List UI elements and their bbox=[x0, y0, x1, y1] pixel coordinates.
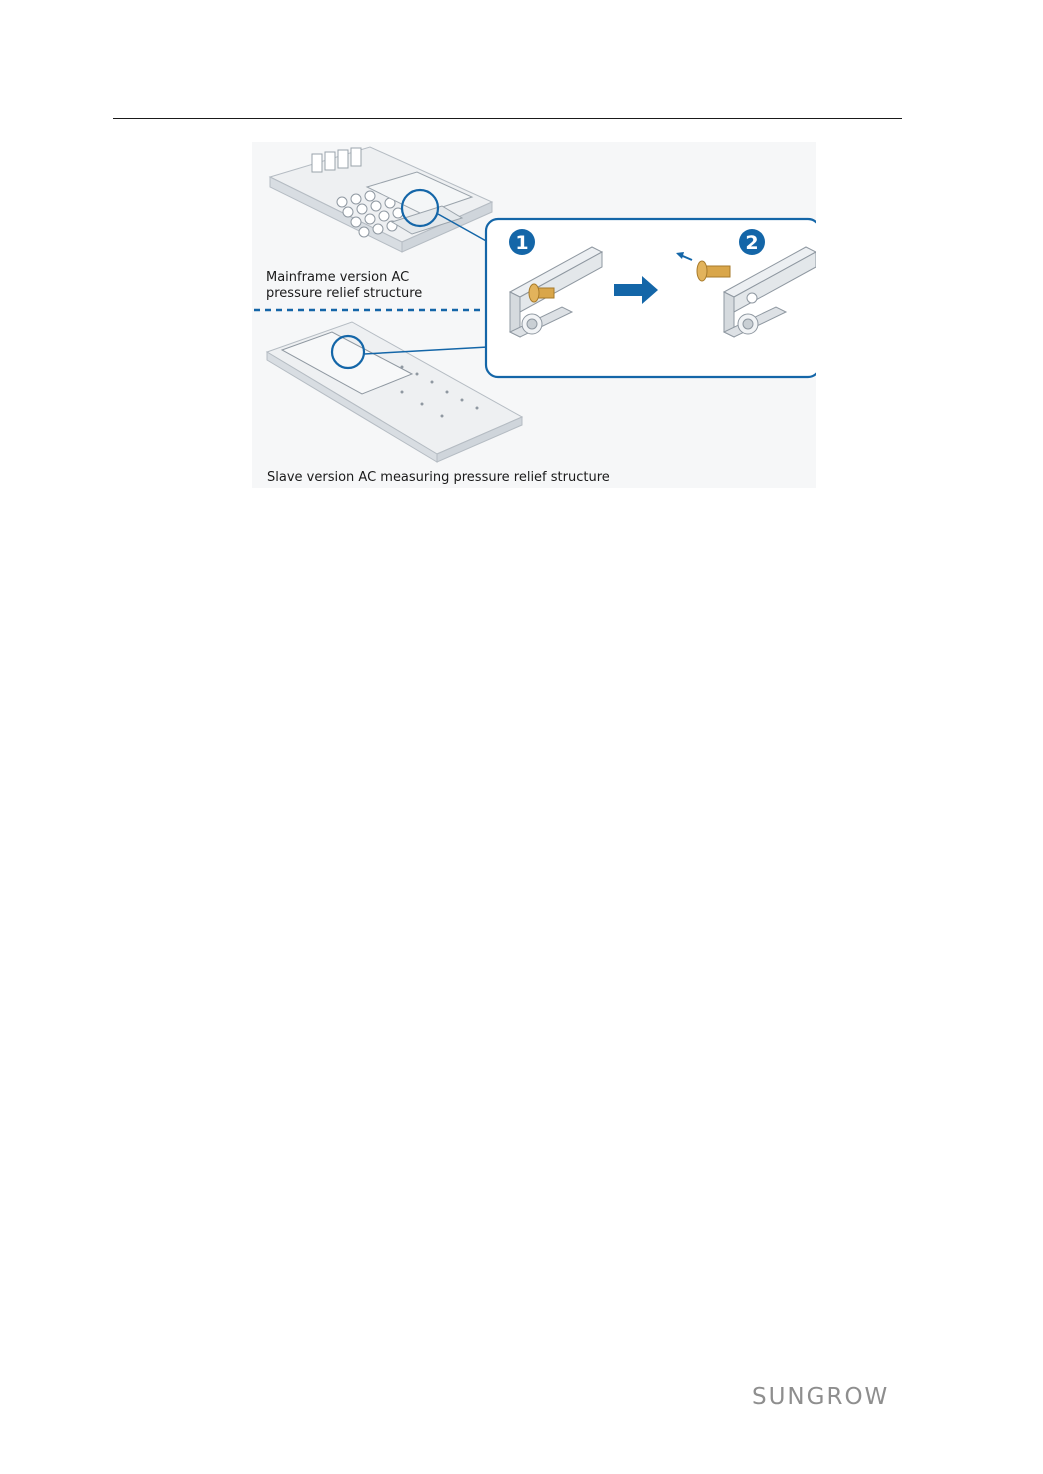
mainframe-label: Mainframe version AC pressure relief structure bbox=[266, 270, 423, 301]
step-2-number: 2 bbox=[745, 232, 759, 254]
pressure-relief-figure bbox=[252, 142, 816, 488]
header-rule bbox=[113, 118, 902, 119]
sungrow-logo: SUNGROW bbox=[752, 1384, 890, 1410]
step-1-number: 1 bbox=[515, 232, 529, 254]
slave-label: Slave version AC measuring pressure relief structure bbox=[267, 470, 610, 485]
